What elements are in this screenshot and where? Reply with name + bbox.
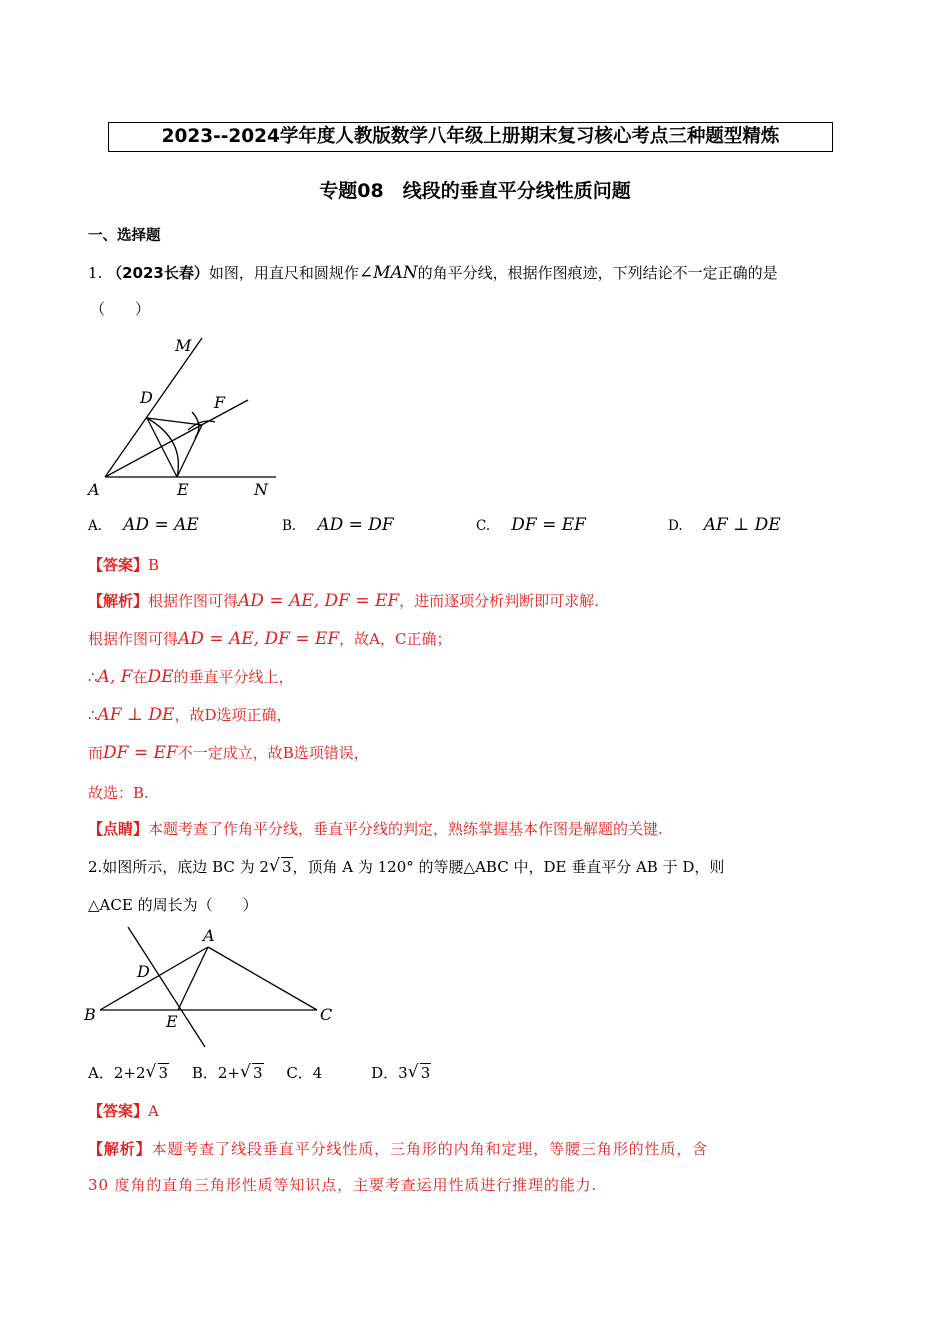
question-number: 1. <box>88 264 103 282</box>
q2-options <box>88 1062 431 1083</box>
option-text: 3 <box>398 1064 408 1082</box>
option-text: 4 <box>312 1064 323 1082</box>
solution-math: A, F <box>97 667 133 687</box>
label-a: A <box>88 480 100 499</box>
option-b[interactable] <box>282 515 394 535</box>
analysis-text: 本题考查了线段垂直平分线性质，三角形的内角和定理，等腰三角形的性质，含 <box>151 1140 709 1158</box>
option-math: AD = DF <box>317 515 394 535</box>
document-title: 2023--2024学年度人教版数学八年级上册期末复习核心考点三种题型精炼 <box>108 122 833 152</box>
option-c[interactable] <box>286 1064 322 1082</box>
sqrt-expression: √ 3 <box>145 1062 169 1082</box>
option-math: AD = AE <box>123 515 199 535</box>
option-a[interactable] <box>88 1064 169 1082</box>
solution-text: 不一定成立，故B选项错误， <box>177 744 369 762</box>
option-label: B． <box>191 1064 218 1082</box>
ray-af <box>105 400 248 477</box>
label-n: N <box>254 480 268 499</box>
analysis-tag: 【解析】 <box>88 592 149 610</box>
question-source: （2023长春） <box>107 264 209 282</box>
solution-math: AD = AE, DF = EF <box>178 629 340 649</box>
option-d[interactable] <box>668 515 781 535</box>
answer-value: A <box>148 1102 159 1120</box>
label-b: B <box>84 1005 96 1024</box>
figure-1-angle-bisector <box>80 330 290 505</box>
figure-2-isosceles-triangle <box>80 925 340 1055</box>
q2-answer <box>88 1100 159 1121</box>
label-f: F <box>214 393 226 412</box>
option-label: B. <box>282 518 297 534</box>
solution-math: DE <box>147 667 174 687</box>
stem-math: ∠MAN <box>358 263 418 283</box>
label-d: D <box>137 962 150 981</box>
sqrt-arg: 3 <box>252 1064 263 1082</box>
solution-text: ∴ <box>88 706 98 724</box>
comment-text: 本题考查了作角平分线，垂直平分线的判定，熟练掌握基本作图是解题的关键. <box>148 820 663 838</box>
option-label: D. <box>668 518 683 534</box>
answer-tag: 【答案】 <box>88 556 149 574</box>
q1-solution-line-4 <box>88 742 369 763</box>
label-e: E <box>166 1012 178 1031</box>
label-m: M <box>175 336 192 355</box>
option-text: 2+2 <box>113 1064 146 1082</box>
label-c: C <box>320 1005 333 1024</box>
option-c[interactable] <box>476 515 586 535</box>
solution-text: 而 <box>88 744 104 762</box>
label-d: D <box>140 388 153 407</box>
option-label: A. <box>88 518 103 534</box>
sqrt-expression: √ 3 <box>239 1062 263 1082</box>
solution-text: 的垂直平分线上， <box>173 668 294 686</box>
q1-answer <box>88 554 159 575</box>
q1-solution-line-5: 故选：B. <box>88 784 149 802</box>
document-subtitle: 专题08 线段的垂直平分线性质问题 <box>319 180 631 202</box>
question-2-stem <box>88 856 724 877</box>
q1-solution-line-2 <box>88 666 294 687</box>
answer-tag: 【答案】 <box>88 1102 149 1120</box>
option-a[interactable] <box>88 515 199 535</box>
label-a: A <box>203 926 215 945</box>
side-ac <box>208 947 317 1010</box>
option-label: C. <box>476 518 491 534</box>
solution-text: ，故D选项正确， <box>174 706 292 724</box>
option-math: AF ⊥ DE <box>703 515 781 535</box>
question-1-stem <box>88 262 778 283</box>
label-e: E <box>177 480 189 499</box>
solution-math: AF ⊥ DE <box>97 705 175 725</box>
q1-solution-line-1 <box>88 628 451 649</box>
analysis-text: 根据作图可得 <box>148 592 239 610</box>
q1-comment <box>88 818 663 839</box>
sqrt-arg: 3 <box>420 1064 431 1082</box>
q2-analysis-line-1 <box>88 1138 708 1159</box>
stem-text: 2.如图所示，底边 BC 为 2 <box>88 858 269 876</box>
option-d[interactable] <box>371 1064 431 1082</box>
sqrt-expression: √ 3 <box>407 1062 431 1082</box>
solution-math: DF = EF <box>103 743 178 763</box>
option-label: C． <box>286 1064 313 1082</box>
q1-solution-line-3 <box>88 704 292 725</box>
comment-tag: 【点睛】 <box>88 820 149 838</box>
option-math: DF = EF <box>511 515 586 535</box>
solution-text: 在 <box>132 668 148 686</box>
sqrt-expression: √ 3 <box>268 856 292 876</box>
option-label: A． <box>88 1064 114 1082</box>
answer-value: B <box>148 556 160 574</box>
sqrt-arg: 3 <box>281 858 292 876</box>
question-1-paren: （ ） <box>90 300 151 318</box>
option-text: 2+ <box>217 1064 240 1082</box>
stem-text: 的角平分线，根据作图痕迹，下列结论不一定正确的是 <box>417 264 778 282</box>
analysis-text: ，进而逐项分析判断即可求解. <box>399 592 599 610</box>
sqrt-arg: 3 <box>158 1064 169 1082</box>
option-b[interactable] <box>192 1064 264 1082</box>
stem-text: ，顶角 A 为 120° 的等腰△ABC 中，DE 垂直平分 AB 于 D，则 <box>292 858 725 876</box>
section-heading: 一、选择题 <box>88 228 161 244</box>
option-label: D． <box>371 1064 399 1082</box>
side-ab <box>100 947 208 1010</box>
stem-text: 如图，用直尺和圆规作 <box>208 264 359 282</box>
solution-text: ，故A，C正确； <box>339 630 452 648</box>
segment-de <box>147 418 177 477</box>
analysis-tag: 【解析】 <box>88 1140 152 1158</box>
q2-analysis-line-2: 30 度角的直角三角形性质等知识点，主要考查运用性质进行推理的能力. <box>88 1176 598 1194</box>
solution-text: 根据作图可得 <box>88 630 179 648</box>
q1-analysis <box>88 590 599 611</box>
solution-text: ∴ <box>88 668 98 686</box>
question-2-stem-line-2: △ACE 的周长为（ ） <box>88 896 258 914</box>
analysis-math: AD = AE, DF = EF <box>238 591 400 611</box>
